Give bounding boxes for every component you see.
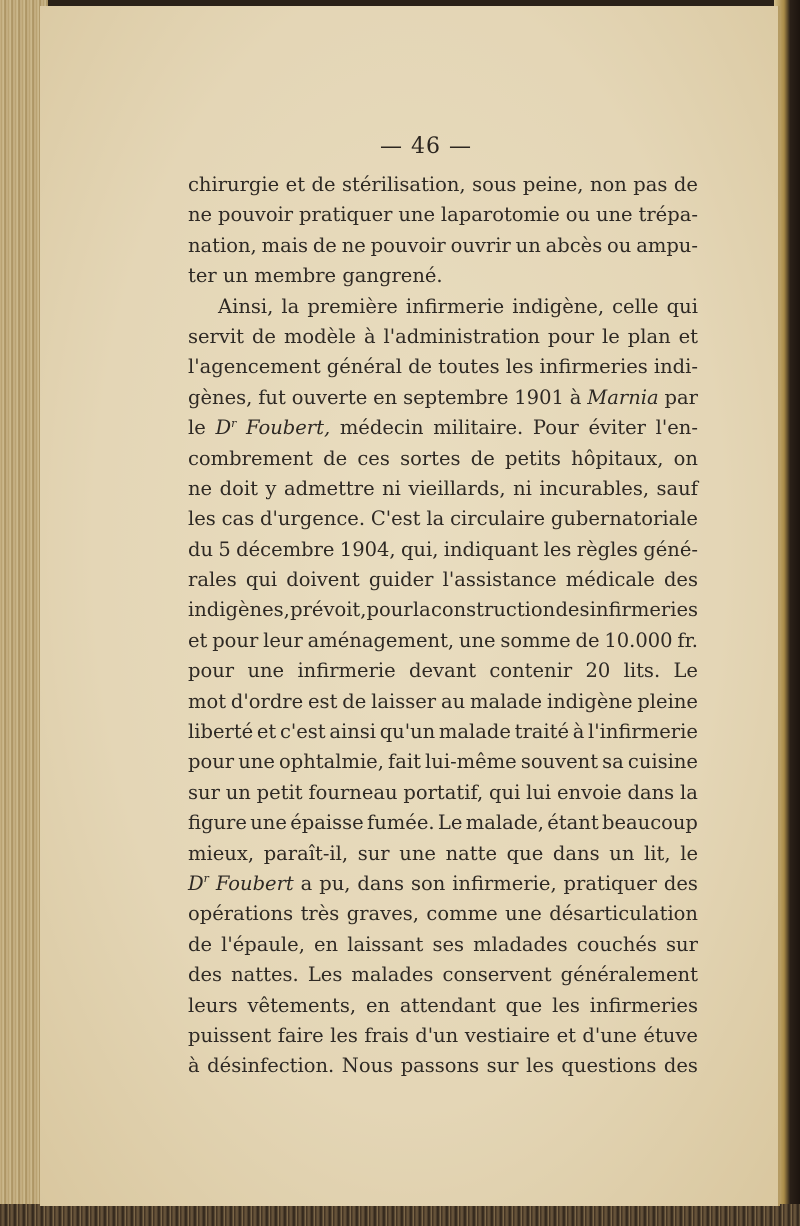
word: qui, <box>400 537 439 561</box>
word: la <box>281 294 300 318</box>
word: des <box>663 1054 698 1078</box>
word: sur <box>666 932 698 956</box>
word: C'est <box>370 507 421 531</box>
word: en <box>365 993 391 1017</box>
word: pour <box>188 659 235 683</box>
word: pratiquer <box>563 871 657 895</box>
word: petits <box>505 446 561 470</box>
word: des <box>188 963 223 987</box>
word: aménagement, <box>307 628 455 652</box>
word: devant <box>409 659 477 683</box>
word: nation, <box>188 233 257 257</box>
word: ses <box>432 932 464 956</box>
word: figure <box>188 811 247 835</box>
word: incurables, <box>539 476 650 500</box>
word: lui-même <box>425 750 517 774</box>
text-line <box>188 261 698 291</box>
word: médecin <box>339 416 424 440</box>
word: de <box>188 932 213 956</box>
text-line <box>188 747 698 777</box>
word: indigène <box>546 689 633 713</box>
word: sauf <box>656 476 698 500</box>
word: mladades <box>473 932 568 956</box>
word: sa <box>602 750 624 774</box>
word: que <box>505 993 543 1017</box>
word: ophtalmie, <box>278 750 384 774</box>
word: une <box>398 203 436 227</box>
word: contenir <box>489 659 573 683</box>
word: l'épaule, <box>221 932 305 956</box>
word: fait <box>388 750 421 774</box>
word: épaisse <box>290 811 364 835</box>
word: graves, <box>346 902 419 926</box>
text-line <box>188 1051 698 1081</box>
word: une <box>595 203 633 227</box>
word: son <box>410 871 446 895</box>
word: les <box>543 537 572 561</box>
text-line <box>188 383 698 413</box>
text-line <box>188 504 698 534</box>
word: dans <box>627 780 675 804</box>
word: mot <box>188 689 227 713</box>
word: très <box>300 902 340 926</box>
title-abbrev: Dr <box>188 871 209 895</box>
word: mais <box>261 233 308 257</box>
word: dans <box>552 841 600 865</box>
word: la <box>412 598 431 622</box>
word: les <box>526 1054 554 1078</box>
text-line <box>188 595 698 625</box>
word: beaucoup <box>602 811 698 835</box>
word: ainsi <box>329 720 376 744</box>
word: les <box>330 1023 358 1047</box>
word: une <box>399 841 436 865</box>
word: couchés <box>576 932 657 956</box>
word: sur <box>357 841 390 865</box>
word: fr. <box>677 628 698 652</box>
word: envoie <box>557 780 622 804</box>
word: construction <box>430 598 556 622</box>
word: en <box>314 932 339 956</box>
word: une <box>505 902 542 926</box>
word: sortes <box>400 446 461 470</box>
word: de <box>470 446 495 470</box>
word: frais <box>364 1023 409 1047</box>
word: pleine <box>637 689 698 713</box>
word: ampu- <box>636 233 698 257</box>
word: infirmerie <box>297 659 396 683</box>
word: combrement <box>188 446 313 470</box>
word: c'est <box>279 720 326 744</box>
word: qui <box>245 568 278 592</box>
word: y <box>265 476 277 500</box>
text-line <box>188 808 698 838</box>
text-line <box>188 444 698 474</box>
book-bottom-edge <box>0 1204 800 1226</box>
body-text <box>188 170 698 1082</box>
word: doit <box>219 476 258 500</box>
word: militaire. <box>433 416 524 440</box>
word: passons <box>400 1054 480 1078</box>
word: ni <box>513 476 532 500</box>
word: et <box>188 628 208 652</box>
word: fourneau <box>308 780 398 804</box>
word: d'ordre <box>230 689 304 713</box>
word: membre <box>254 264 337 288</box>
word: une <box>458 628 496 652</box>
word: d'un <box>415 1023 459 1047</box>
word: stérilisation, <box>342 173 466 196</box>
word: vieillards, <box>408 476 506 500</box>
word: ne <box>188 476 213 500</box>
word: désinfection. <box>207 1054 335 1078</box>
text-line <box>188 170 698 200</box>
word: ouverte <box>291 385 368 409</box>
word: un <box>515 233 541 257</box>
word: et <box>678 324 698 348</box>
word: on <box>673 446 698 470</box>
word: Ainsi, <box>218 294 274 318</box>
word: natte <box>445 841 498 865</box>
word: éviter <box>588 416 646 440</box>
text-line <box>188 1021 698 1051</box>
word: malades <box>351 963 434 987</box>
word: laisser <box>371 689 437 713</box>
text-line <box>188 200 698 230</box>
word: pouvoir <box>370 233 446 257</box>
text-line <box>188 292 698 322</box>
word: ne <box>341 233 366 257</box>
word: les <box>552 993 580 1017</box>
word: que <box>506 841 544 865</box>
word: modèle <box>283 324 356 348</box>
word: vêtements, <box>247 993 357 1017</box>
word: indigène, <box>512 294 605 318</box>
word: leur <box>263 628 303 652</box>
word: d'urgence. <box>260 507 366 531</box>
word: pas <box>633 173 668 196</box>
word: rales <box>188 568 237 592</box>
word: faire <box>277 1023 324 1047</box>
word: est <box>308 689 338 713</box>
word: de <box>673 173 698 196</box>
word: ter <box>188 264 217 288</box>
word: généralement <box>560 963 698 987</box>
word: de <box>408 355 433 379</box>
word: gènes, <box>188 385 253 409</box>
text-line <box>188 535 698 565</box>
word: liberté <box>188 720 254 744</box>
word: souvent <box>520 750 599 774</box>
word: somme <box>500 628 571 652</box>
word: les <box>505 355 534 379</box>
word: attendant <box>399 993 496 1017</box>
word: comme <box>426 902 498 926</box>
word: ces <box>357 446 390 470</box>
word: et <box>256 720 277 744</box>
word: 1904, <box>339 537 396 561</box>
word: un <box>222 264 249 288</box>
word: à <box>572 720 585 744</box>
word: sur <box>188 780 220 804</box>
word: infirmeries <box>539 355 648 379</box>
word: cuisine <box>627 750 698 774</box>
word: Marnia <box>587 385 659 409</box>
text-line <box>188 960 698 990</box>
word: admettre <box>283 476 375 500</box>
word: sous <box>472 173 517 196</box>
word: laparotomie <box>440 203 560 227</box>
word: Les <box>307 963 343 987</box>
word: pouvoir <box>218 203 294 227</box>
text-line <box>188 869 698 899</box>
text-line <box>188 991 698 1021</box>
text-line <box>188 322 698 352</box>
word: la <box>426 507 445 531</box>
word: questions <box>561 1054 657 1078</box>
word: des <box>555 598 590 622</box>
word: pour <box>188 750 235 774</box>
text-line <box>188 565 698 595</box>
word: Foubert, <box>246 416 331 440</box>
word: guider <box>368 568 434 592</box>
word: à <box>188 1054 200 1078</box>
word: 20 <box>585 659 611 683</box>
word: indiquant <box>443 537 539 561</box>
word: septembre <box>403 385 509 409</box>
word: fut <box>258 385 286 409</box>
word: des <box>663 568 698 592</box>
word: ou <box>607 233 632 257</box>
word: de <box>251 324 276 348</box>
word: a <box>300 871 313 895</box>
text-line <box>188 778 698 808</box>
word: qui <box>666 294 698 318</box>
word: et <box>556 1023 576 1047</box>
word: gubernatoriale <box>550 507 698 531</box>
word: l'en- <box>655 416 698 440</box>
word: le <box>680 841 698 865</box>
word: une <box>247 659 285 683</box>
word: sur <box>486 1054 519 1078</box>
word: qu'un <box>379 720 436 744</box>
word: infirmerie, <box>452 871 557 895</box>
word: fumée. <box>367 811 435 835</box>
word: étant <box>547 811 599 835</box>
word: du <box>188 537 214 561</box>
word: celle <box>612 294 659 318</box>
word: peine, <box>522 173 584 196</box>
text-line <box>188 231 698 261</box>
word: infirmerie <box>405 294 505 318</box>
word: qui <box>489 780 521 804</box>
word: hôpitaux, <box>571 446 664 470</box>
word: indi- <box>653 355 698 379</box>
word: malade, <box>465 811 544 835</box>
text-line <box>188 413 698 443</box>
word: infirmeries <box>589 598 698 622</box>
page-number: — 46 — <box>380 134 472 159</box>
word: trépa- <box>638 203 698 227</box>
word: laissant <box>347 932 424 956</box>
word: nattes. <box>231 963 299 987</box>
word: les <box>188 507 216 531</box>
word: règles <box>576 537 638 561</box>
word: dans <box>357 871 405 895</box>
word: mieux, <box>188 841 255 865</box>
word: malade <box>438 720 511 744</box>
word: un <box>609 841 635 865</box>
word: non <box>589 173 627 196</box>
word: leurs <box>188 993 238 1017</box>
word: doivent <box>286 568 360 592</box>
word: Nous <box>341 1054 394 1078</box>
word: de <box>342 689 367 713</box>
word: de <box>312 233 337 257</box>
word: l'agencement <box>188 355 321 379</box>
word: ne <box>188 203 213 227</box>
word: le <box>601 324 620 348</box>
word: 10.000 <box>604 628 673 652</box>
word: portatif, <box>403 780 484 804</box>
word: pour <box>212 628 259 652</box>
word: lui <box>526 780 552 804</box>
word: au <box>440 689 466 713</box>
word: abcès <box>545 233 603 257</box>
word: indigènes, <box>188 598 290 622</box>
word: général <box>326 355 403 379</box>
title-abbrev: Dr <box>215 416 237 440</box>
word: Le <box>437 811 463 835</box>
word: et <box>285 173 306 196</box>
word: 1901 <box>514 385 564 409</box>
word: infirmeries <box>589 993 698 1017</box>
word: l'infirmerie <box>588 720 698 744</box>
word: cas <box>221 507 255 531</box>
word: pu, <box>319 871 351 895</box>
word: l'administration <box>383 324 540 348</box>
word: petit <box>256 780 303 804</box>
text-line <box>188 717 698 747</box>
text-line <box>188 899 698 929</box>
word: ou <box>565 203 591 227</box>
word: l'assistance <box>442 568 557 592</box>
word: Foubert <box>215 871 294 895</box>
word: à <box>363 324 376 348</box>
word: une <box>250 811 287 835</box>
word: à <box>569 385 582 409</box>
word: pratiquer <box>299 203 393 227</box>
word: en <box>373 385 398 409</box>
word: ouvrir <box>450 233 511 257</box>
word: un <box>225 780 251 804</box>
word: malade <box>469 689 542 713</box>
word: opérations <box>188 902 294 926</box>
text-line <box>188 626 698 656</box>
word: 5 <box>218 537 231 561</box>
word: ni <box>382 476 401 500</box>
word: géné- <box>643 537 698 561</box>
text-line <box>188 656 698 686</box>
word: lit, <box>644 841 671 865</box>
word: circulaire <box>450 507 546 531</box>
word: gangrené. <box>342 264 443 288</box>
word: par <box>664 385 698 409</box>
word: traité <box>514 720 570 744</box>
word: chirurgie <box>188 173 280 196</box>
word: lits. <box>623 659 661 683</box>
word: pour <box>547 324 595 348</box>
word: des <box>663 871 698 895</box>
text-line <box>188 839 698 869</box>
word: étuve <box>643 1023 698 1047</box>
word: puissent <box>188 1023 272 1047</box>
word: prévoit,pour <box>290 598 413 622</box>
text-line <box>188 474 698 504</box>
word: première <box>307 294 398 318</box>
word: Pour <box>532 416 579 440</box>
word: désarticulation <box>549 902 698 926</box>
word: paraît-il, <box>263 841 349 865</box>
word: vestiaire <box>464 1023 551 1047</box>
word: toutes <box>438 355 500 379</box>
word: servit <box>188 324 244 348</box>
word: plan <box>627 324 671 348</box>
word: la <box>680 780 698 804</box>
word: de <box>311 173 336 196</box>
word: le <box>188 416 206 440</box>
word: médicale <box>565 568 655 592</box>
word: une <box>238 750 275 774</box>
word: Le <box>673 659 698 683</box>
word: conservent <box>442 963 552 987</box>
word: d'une <box>582 1023 637 1047</box>
text-line <box>188 687 698 717</box>
word: de <box>575 628 600 652</box>
word: décembre <box>236 537 335 561</box>
text-line <box>188 352 698 382</box>
text-line <box>188 930 698 960</box>
word: de <box>323 446 348 470</box>
